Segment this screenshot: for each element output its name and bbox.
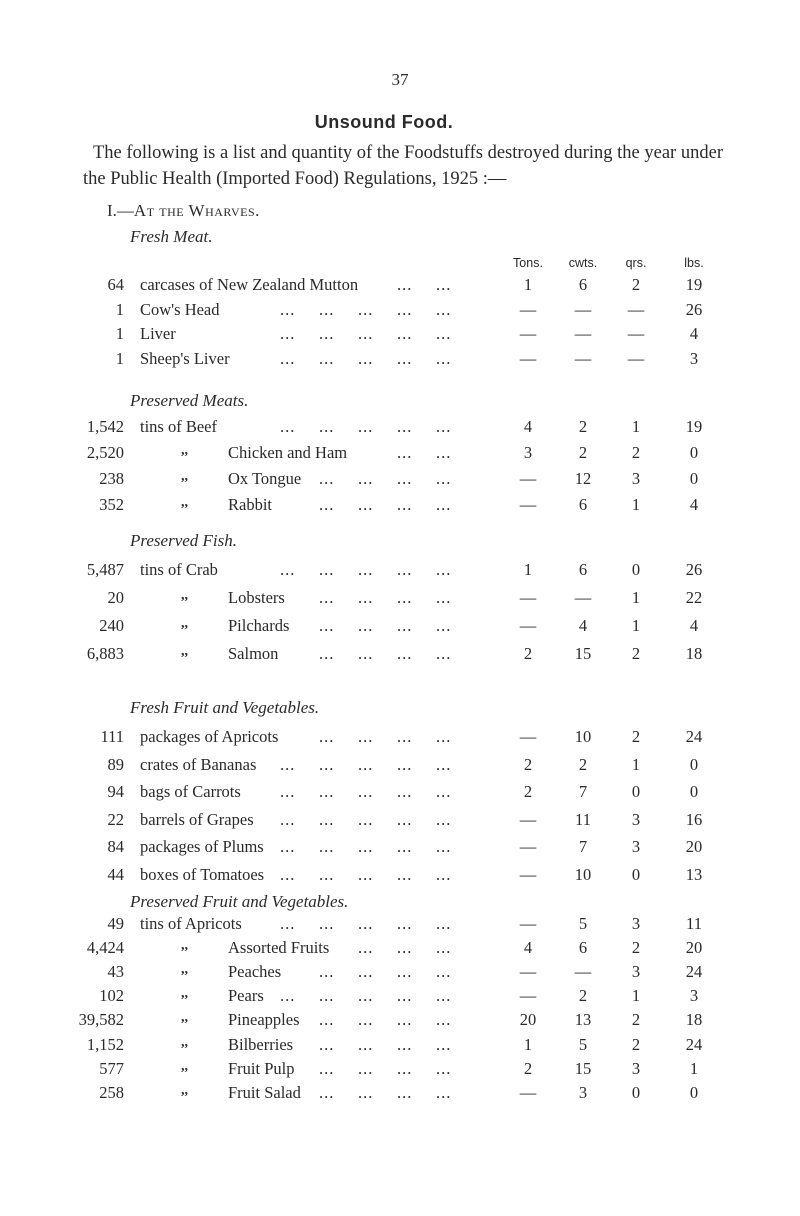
lbs-value: 26 — [685, 560, 703, 579]
tons-value: — — [519, 914, 537, 933]
row-quantity: 4,424 — [86, 938, 124, 958]
row-description: Salmon — [228, 644, 279, 663]
row-quantity: 49 — [107, 914, 124, 933]
lbs-value: 22 — [685, 588, 703, 607]
table-row: 1 Sheep's Liver — — — 3 ... ... ... ... ... — [115, 348, 699, 368]
cwts-value: 5 — [578, 914, 588, 933]
cwts-value: 4 — [578, 616, 588, 635]
row-quantity: 102 — [99, 986, 124, 1006]
qrs-value: 0 — [631, 864, 641, 884]
ditto-mark: ,, — [181, 1010, 188, 1026]
cwts-value: 6 — [578, 275, 588, 294]
tons-value: — — [519, 837, 537, 856]
intro-paragraph — [83, 140, 723, 192]
qrs-value: — — [627, 324, 645, 343]
table-row: 577 ,, Fruit Pulp 2 15 3 1 ... ... ... ... — [99, 1058, 699, 1078]
qrs-value: 3 — [631, 914, 641, 933]
lbs-value: 3 — [689, 348, 699, 368]
tons-value: — — [519, 299, 537, 319]
qrs-value: 3 — [631, 837, 641, 856]
row-description: packages of Apricots — [140, 727, 279, 746]
table-row: 240 ,, Pilchards — 4 1 4 ... ... ... ... — [99, 616, 699, 635]
tons-value: 20 — [519, 1010, 537, 1030]
row-quantity: 22 — [107, 809, 124, 829]
row-quantity: 577 — [99, 1058, 124, 1078]
tons-value: — — [519, 986, 537, 1006]
table-row: 22 barrels of Grapes — 11 3 16 ... ... ... ... ... — [107, 809, 703, 829]
row-quantity: 89 — [107, 754, 124, 774]
qrs-value: 1 — [631, 754, 641, 774]
table-row: 1,542 tins of Beef 4 2 1 19 ... ... ... ... ... — [86, 417, 703, 436]
qrs-value: 0 — [631, 782, 641, 801]
cwts-value: — — [574, 348, 592, 368]
cwts-value: 10 — [574, 727, 592, 746]
qrs-value: 1 — [631, 495, 641, 514]
tons-value: 2 — [523, 754, 533, 774]
row-description: barrels of Grapes — [140, 809, 254, 829]
section-title: Preserved Fish. — [130, 531, 238, 550]
row-quantity: 2,520 — [86, 443, 124, 462]
part-heading-prefix: I.— — [107, 201, 134, 220]
row-description: Liver — [140, 324, 176, 343]
row-quantity: 240 — [99, 616, 124, 635]
qrs-value: 0 — [631, 1082, 641, 1102]
section-title: Fresh Fruit and Vegetables. — [130, 698, 320, 717]
row-description: Rabbit — [228, 495, 272, 514]
row-description: Peaches — [228, 962, 282, 982]
cwts-value: 12 — [574, 469, 592, 488]
ditto-mark: ,, — [181, 469, 188, 484]
tons-value: — — [519, 324, 537, 343]
row-description: tins of Apricots — [140, 914, 242, 933]
tons-value: 4 — [523, 417, 533, 436]
row-description: Chicken and Ham — [228, 443, 348, 462]
table-row: 1 Cow's Head — — — 26 ... ... ... ... ... — [115, 299, 703, 319]
tons-value: — — [519, 727, 537, 746]
tons-value: 3 — [523, 443, 533, 462]
lbs-value: 0 — [689, 1082, 699, 1102]
row-description: packages of Plums — [140, 837, 264, 856]
row-description: Ox Tongue — [228, 469, 302, 488]
ditto-mark: ,, — [181, 1034, 188, 1050]
cwts-value: 6 — [578, 560, 588, 579]
tons-value: 1 — [523, 275, 533, 294]
lbs-value: 3 — [689, 986, 699, 1006]
row-quantity: 1 — [115, 299, 124, 319]
qrs-value: 3 — [631, 962, 641, 982]
table-row: 6,883 ,, Salmon 2 15 2 18 ... ... ... ... — [86, 644, 703, 663]
ditto-mark: ,, — [181, 443, 188, 458]
tons-value: 1 — [523, 1034, 533, 1054]
cwts-value: — — [574, 962, 592, 982]
cwts-value: 2 — [578, 443, 588, 462]
row-description: tins of Beef — [140, 417, 217, 436]
table-row: 5,487 tins of Crab 1 6 0 26 ... ... ... ... ... — [86, 560, 703, 579]
ditto-mark: ,, — [181, 962, 188, 978]
qrs-value: 1 — [631, 616, 641, 635]
cwts-value: 10 — [574, 864, 592, 884]
lbs-value: 0 — [689, 782, 699, 801]
lbs-value: 13 — [685, 864, 703, 884]
ditto-mark: ,, — [181, 1082, 188, 1098]
row-description: Fruit Salad — [228, 1082, 301, 1102]
table-row: 4,424 ,, Assorted Fruits 4 6 2 20 ... ... ... — [86, 938, 703, 958]
page-title: Unsound Food. — [314, 112, 454, 132]
cwts-value: 13 — [574, 1010, 592, 1030]
row-description: tins of Crab — [140, 560, 218, 579]
section-title: Preserved Fruit and Vegetables. — [130, 892, 349, 911]
tons-value: 1 — [523, 560, 533, 579]
ditto-mark: ,, — [181, 938, 188, 954]
row-quantity: 84 — [107, 837, 124, 856]
lbs-value: 20 — [685, 938, 703, 958]
row-quantity: 43 — [107, 962, 124, 982]
lbs-value: 24 — [685, 1034, 703, 1054]
lbs-value: 16 — [685, 809, 703, 829]
tons-value: — — [519, 588, 537, 607]
lbs-value: 4 — [689, 324, 699, 343]
row-quantity: 1 — [115, 348, 124, 368]
cwts-value: — — [574, 299, 592, 319]
row-description: Pilchards — [228, 616, 290, 635]
lbs-value: 19 — [685, 417, 703, 436]
ditto-mark: ,, — [181, 644, 188, 659]
table-row: 94 bags of Carrots 2 7 0 0 ... ... ... ... ... — [107, 782, 699, 801]
qrs-value: — — [627, 299, 645, 319]
lbs-value: 4 — [689, 616, 699, 635]
tons-value: 2 — [523, 644, 533, 663]
table-row: 43 ,, Peaches — — 3 24 ... ... ... ... — [107, 962, 703, 982]
row-description: crates of Bananas — [140, 754, 257, 774]
qrs-value: 3 — [631, 1058, 641, 1078]
cwts-value: 6 — [578, 495, 588, 514]
part-heading — [107, 201, 260, 221]
section-title: Fresh Meat. — [130, 227, 213, 246]
tons-value: — — [519, 809, 537, 829]
qrs-value: 2 — [631, 644, 641, 663]
unit-tons: Tons. — [513, 256, 543, 270]
qrs-value: 1 — [631, 417, 641, 436]
row-quantity: 258 — [99, 1082, 124, 1102]
cwts-value: 15 — [574, 1058, 592, 1078]
cwts-value: 2 — [578, 417, 588, 436]
table-row: 2,520 ,, Chicken and Ham 3 2 2 0 ... ... — [86, 443, 699, 462]
lbs-value: 0 — [689, 754, 699, 774]
cwts-value: — — [574, 324, 592, 343]
table-row: 352 ,, Rabbit — 6 1 4 ... ... ... ... — [99, 495, 699, 514]
row-quantity: 1,542 — [86, 417, 124, 436]
qrs-value: 1 — [631, 588, 641, 607]
row-quantity: 238 — [99, 469, 124, 488]
row-quantity: 6,883 — [86, 644, 124, 663]
ditto-mark: ,, — [181, 588, 188, 603]
cwts-value: — — [574, 588, 592, 607]
lbs-value: 24 — [685, 727, 703, 746]
unit-lbs: lbs. — [684, 256, 704, 270]
lbs-value: 24 — [685, 962, 703, 982]
cwts-value: 5 — [578, 1034, 588, 1054]
tons-value: — — [519, 1082, 537, 1102]
qrs-value: 1 — [631, 986, 641, 1006]
row-description: Bilberries — [228, 1034, 294, 1054]
table-row: 49 tins of Apricots — 5 3 11 ... ... ... ... ... — [107, 914, 702, 933]
row-description: boxes of Tomatoes — [140, 864, 265, 884]
tons-value: 2 — [523, 782, 533, 801]
lbs-value: 0 — [689, 443, 699, 462]
table-row: 20 ,, Lobsters — — 1 22 ... ... ... ... — [107, 588, 703, 607]
table-row: 238 ,, Ox Tongue — 12 3 0 ... ... ... ... — [99, 469, 699, 488]
row-quantity: 64 — [107, 275, 124, 294]
cwts-value: 11 — [575, 809, 591, 829]
qrs-value: 3 — [631, 809, 641, 829]
row-quantity: 20 — [107, 588, 124, 607]
lbs-value: 26 — [685, 299, 703, 319]
tons-value: 2 — [523, 1058, 533, 1078]
page-number: 37 — [391, 70, 409, 89]
row-quantity: 44 — [107, 864, 124, 884]
cwts-value: 7 — [578, 782, 588, 801]
qrs-value: 0 — [631, 560, 641, 579]
row-description: carcases of New Zealand Mutton — [140, 275, 359, 294]
table-row: 39,582 ,, Pineapples 20 13 2 18 ... ... ... ... — [78, 1010, 703, 1030]
tons-value: — — [519, 469, 537, 488]
tons-value: — — [519, 495, 537, 514]
lbs-value: 19 — [685, 275, 703, 294]
tons-value: 4 — [523, 938, 533, 958]
table-row: 64 carcases of New Zealand Mutton 1 6 2 19 ... ... — [107, 275, 703, 294]
row-description: Pears — [228, 986, 264, 1006]
ditto-mark: ,, — [181, 495, 188, 510]
row-quantity: 111 — [100, 727, 124, 746]
part-heading-label: At the Wharves. — [133, 201, 260, 220]
ditto-mark: ,, — [181, 986, 188, 1002]
lbs-value: 0 — [689, 469, 699, 488]
cwts-value: 2 — [578, 754, 588, 774]
cwts-value: 15 — [574, 644, 592, 663]
lbs-value: 11 — [686, 914, 702, 933]
row-quantity: 39,582 — [78, 1010, 124, 1030]
lbs-value: 1 — [689, 1058, 699, 1078]
row-quantity: 5,487 — [86, 560, 124, 579]
tons-value: — — [519, 962, 537, 982]
cwts-value: 2 — [578, 986, 588, 1006]
tons-value: — — [519, 616, 537, 635]
row-description: Cow's Head — [140, 299, 220, 319]
row-description: Lobsters — [228, 588, 285, 607]
unit-cwts: cwts. — [568, 256, 598, 270]
lbs-value: 4 — [689, 495, 699, 514]
qrs-value: 3 — [631, 469, 641, 488]
table-row: 1 Liver — — — 4 ... ... ... ... ... — [115, 324, 699, 343]
intro-text: The following is a list and quantity of the Foodstuffs destroyed during the year under the Public Health (Imported Food) Regulations, 1925 :— — [83, 143, 723, 189]
qrs-value: 2 — [631, 1010, 641, 1030]
tons-value: — — [519, 348, 537, 368]
qrs-value: 2 — [631, 275, 641, 294]
qrs-value: — — [627, 348, 645, 368]
lbs-value: 18 — [685, 1010, 703, 1030]
qrs-value: 2 — [631, 1034, 641, 1054]
qrs-value: 2 — [631, 938, 641, 958]
row-quantity: 94 — [107, 782, 124, 801]
table-row: 89 crates of Bananas 2 2 1 0 ... ... ... ... ... — [107, 754, 699, 774]
lbs-value: 20 — [685, 837, 703, 856]
row-description: Pineapples — [228, 1010, 300, 1030]
section-title: Preserved Meats. — [130, 391, 249, 410]
tons-value: — — [519, 864, 537, 884]
row-description: Fruit Pulp — [228, 1058, 295, 1078]
cwts-value: 7 — [578, 837, 588, 856]
cwts-value: 3 — [578, 1082, 588, 1102]
table-row: 1,152 ,, Bilberries 1 5 2 24 ... ... ... ... — [86, 1034, 703, 1054]
row-quantity: 352 — [99, 495, 124, 514]
row-description: bags of Carrots — [140, 782, 241, 801]
ditto-mark: ,, — [181, 1058, 188, 1074]
table-row: 84 packages of Plums — 7 3 20 ... ... ... ... ... — [107, 837, 703, 856]
cwts-value: 6 — [578, 938, 588, 958]
lbs-value: 18 — [685, 644, 703, 663]
row-description: Assorted Fruits — [228, 938, 330, 958]
qrs-value: 2 — [631, 443, 641, 462]
unit-qrs: qrs. — [625, 256, 647, 270]
table-row: 258 ,, Fruit Salad — 3 0 0 ... ... ... ... — [99, 1082, 699, 1102]
table-row: 102 ,, Pears — 2 1 3 ... ... ... ... ... — [99, 986, 699, 1006]
row-quantity: 1 — [115, 324, 124, 343]
table-row: 44 boxes of Tomatoes — 10 0 13 ... ... ... ... ... — [107, 864, 703, 884]
ditto-mark: ,, — [181, 616, 188, 631]
row-description: Sheep's Liver — [140, 348, 230, 368]
qrs-value: 2 — [631, 727, 641, 746]
row-quantity: 1,152 — [86, 1034, 124, 1054]
table-row: 111 packages of Apricots — 10 2 24 ... ... ... ... — [100, 727, 703, 746]
